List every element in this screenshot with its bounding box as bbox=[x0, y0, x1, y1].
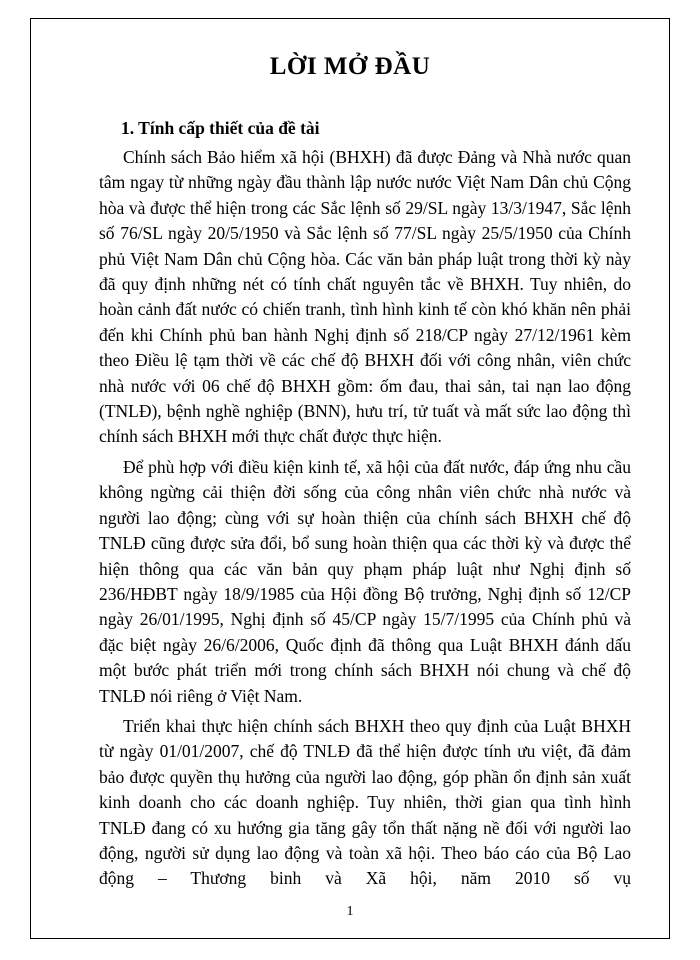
page-title: LỜI MỞ ĐẦU bbox=[269, 53, 431, 80]
paragraph-3: Triển khai thực hiện chính sách BHXH theo quy định của Luật BHXH từ ngày 01/01/2007, chế độ TNLĐ đã thể hiện được tính ưu việt, đã đảm bảo được quyền thụ hưởng của người lao động, góp phần ổn định sản xuất kinh doanh cho các doanh nghiệp. Tuy nhiên, thời gian qua tình hình TNLĐ đang có xu hướng gia tăng gây tổn thất nặng nề đối với người lao động, người sử dụng lao động và toàn xã hội. Theo báo cáo của Bộ Lao động – Thương binh và Xã hội, năm 2010 số vụ bbox=[99, 715, 631, 889]
page-number: 1 bbox=[346, 904, 354, 919]
document-page bbox=[30, 18, 670, 939]
paragraph-1: Chính sách Bảo hiểm xã hội (BHXH) đã được Đảng và Nhà nước quan tâm ngay từ những ngày đầu thành lập nước nước Việt Nam Dân chủ Cộng hòa và được thể hiện trong các Sắc lệnh số 29/SL ngày 13/3/1947, Sắc lệnh số 76/SL ngày 20/5/1950 và Sắc lệnh số 77/SL ngày 25/5/1950 của Chính phủ Việt Nam Dân chủ Cộng hòa. Các văn bản pháp luật trong thời kỳ này đã quy định những nét có tính chất nguyên tắc về BHXH. Tuy nhiên, do hoàn cảnh đất nước có chiến tranh, tình hình kinh tế còn khó khăn nên phải đến khi Chính phủ ban hành Nghị định số 218/CP ngày 27/12/1961 kèm theo Điều lệ tạm thời về các chế độ BHXH đối với công nhân, viên chức nhà nước với 06 chế độ BHXH gồm: ốm đau, thai sản, tai nạn lao động (TNLĐ), bệnh nghề nghiệp (BNN), hưu trí, tử tuất và mất sức lao động thì chính sách BHXH mới thực chất được thực hiện. bbox=[99, 147, 631, 447]
body-text bbox=[99, 145, 631, 897]
section-heading: 1. Tính cấp thiết của đề tài bbox=[121, 118, 320, 138]
paragraph-2: Để phù hợp với điều kiện kinh tế, xã hội của đất nước, đáp ứng nhu cầu không ngừng cải thiện đời sống của công nhân viên chức nhà nước và người lao động; cùng với sự hoàn thiện của chính sách BHXH chế độ TNLĐ cũng được sửa đổi, bổ sung hoàn thiện qua các thời kỳ và được thể hiện thông qua các văn bản quy phạm pháp luật như Nghị định số 236/HĐBT ngày 18/9/1985 của Hội đồng Bộ trưởng, Nghị định số 12/CP ngày 26/01/1995, Nghị định số 45/CP ngày 15/7/1995 của Chính phủ và đặc biệt ngày 26/6/2006, Quốc định đã thông qua Luật BHXH đánh dấu một bước phát triển mới trong chính sách BHXH nói chung và chế độ TNLĐ nói riêng ở Việt Nam. bbox=[99, 456, 631, 706]
